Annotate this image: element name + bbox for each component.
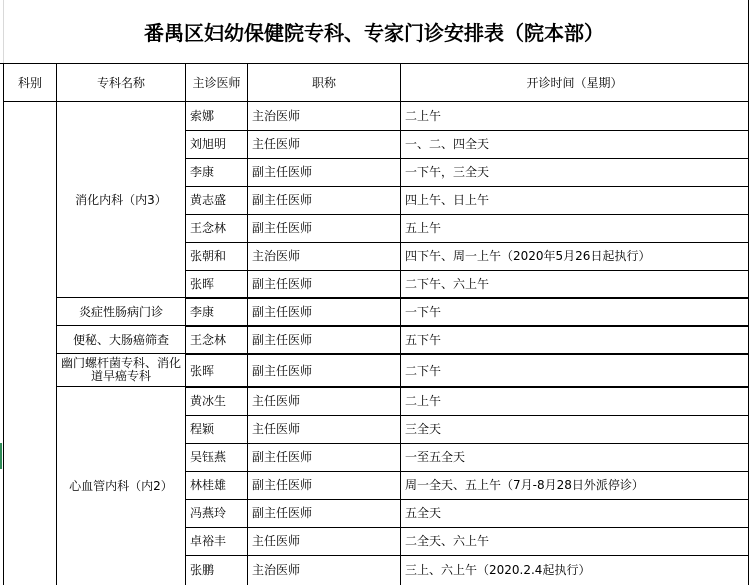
row-rank: 副主任医师 [252,305,313,319]
row-rank: 副主任医师 [252,450,313,464]
row-rank: 副主任医师 [252,165,313,179]
row-rank: 主任医师 [252,137,301,151]
row-time: 五上午 [405,221,442,235]
row-doctor: 王念林 [190,221,227,235]
page-title: 番禺区妇幼保健院专科、专家门诊安排表（院本部） [0,0,748,64]
row-doctor: 林桂雄 [190,478,227,492]
row-time: 一、二、四全天 [405,137,490,151]
row-time: 二下午 [405,363,442,378]
header-category: 科别 [17,75,42,90]
header-doctor: 主诊医师 [192,75,241,90]
specialty-cardio: 心血管内科（内2） [69,479,173,493]
row-doctor: 冯燕玲 [190,506,227,520]
specialty-ibd: 炎症性肠病门诊 [78,304,163,319]
grid-hline [185,326,749,327]
row-time: 二上午 [405,394,442,408]
row-doctor: 索娜 [190,109,215,123]
row-rank: 副主任医师 [252,277,313,291]
row-time: 一下午 [405,305,442,319]
row-rank: 副主任医师 [252,506,313,520]
specialty-constipation: 便秘、大肠癌筛查 [72,332,169,347]
grid-hline [3,101,749,102]
row-doctor: 李康 [190,165,215,179]
row-doctor: 李康 [190,305,215,319]
row-time: 四上午、日上午 [405,193,490,207]
grid-vline [185,63,186,585]
specialty-hp: 幽门螺杆菌专科、消化道早癌专科 [60,356,181,383]
grid-hline [56,353,749,354]
row-doctor: 程颖 [190,422,215,436]
grid-hline [185,242,749,243]
grid-vline [56,63,57,585]
grid-hline [185,354,749,355]
row-time: 二下午、六上午 [405,277,490,291]
grid-hline [185,186,749,187]
grid-hline [185,555,749,556]
row-rank: 主治医师 [252,249,301,263]
row-rank: 副主任医师 [252,363,313,378]
row-doctor: 王念林 [190,333,227,347]
row-doctor: 卓裕丰 [190,534,227,548]
row-time: 周一全天、五上午（7月-8月28日外派停诊） [405,478,644,492]
row-rank: 主任医师 [252,422,301,436]
row-rank: 副主任医师 [252,193,313,207]
row-time: 三全天 [405,422,442,436]
row-time: 四下午、周一上午（2020年5月26日起执行） [405,249,651,263]
grid-hline [185,130,749,131]
grid-hline [185,387,749,388]
row-rank: 主治医师 [252,109,301,123]
header-specialty: 专科名称 [96,75,145,90]
specialty-digestive: 消化内科（内3） [75,192,167,207]
row-rank: 主治医师 [252,563,301,577]
row-rank: 主任医师 [252,394,301,408]
grid-vline [400,63,401,585]
row-doctor: 张鹏 [190,563,215,577]
row-time: 一下午，三全天 [405,165,490,179]
grid-hline [185,499,749,500]
row-time: 一至五全天 [405,450,466,464]
grid-hline [185,158,749,159]
header-time: 开诊时间（星期） [526,75,623,90]
row-rank: 副主任医师 [252,478,313,492]
grid-hline [185,527,749,528]
row-time: 二全天、六上午 [405,534,490,548]
header-rank: 职称 [311,75,336,90]
grid-vline [3,63,4,585]
grid-hline [185,443,749,444]
grid-vline [748,0,749,585]
row-doctor: 黄志盛 [190,193,227,207]
row-rank: 副主任医师 [252,333,313,347]
grid-hline [185,471,749,472]
row-doctor: 黄冰生 [190,394,227,408]
row-rank: 副主任医师 [252,221,313,235]
row-time: 三上、六上午（2020.2.4起执行） [405,563,591,577]
grid-hline [185,270,749,271]
row-doctor: 张晖 [190,277,215,291]
row-rank: 主任医师 [252,534,301,548]
row-doctor: 张朝和 [190,249,227,263]
grid-hline [185,214,749,215]
grid-hline [56,325,749,326]
grid-hline [185,298,749,299]
grid-hline [3,63,749,64]
row-time: 二上午 [405,109,442,123]
row-doctor: 吴钰燕 [190,450,227,464]
grid-hline [56,297,749,298]
grid-hline [56,386,749,387]
grid-vline [247,63,248,585]
grid-hline [185,415,749,416]
row-doctor: 张晖 [190,363,215,378]
row-time: 五下午 [405,333,442,347]
row-selection-marker [0,443,2,469]
row-time: 五全天 [405,506,442,520]
row-doctor: 刘旭明 [190,137,227,151]
